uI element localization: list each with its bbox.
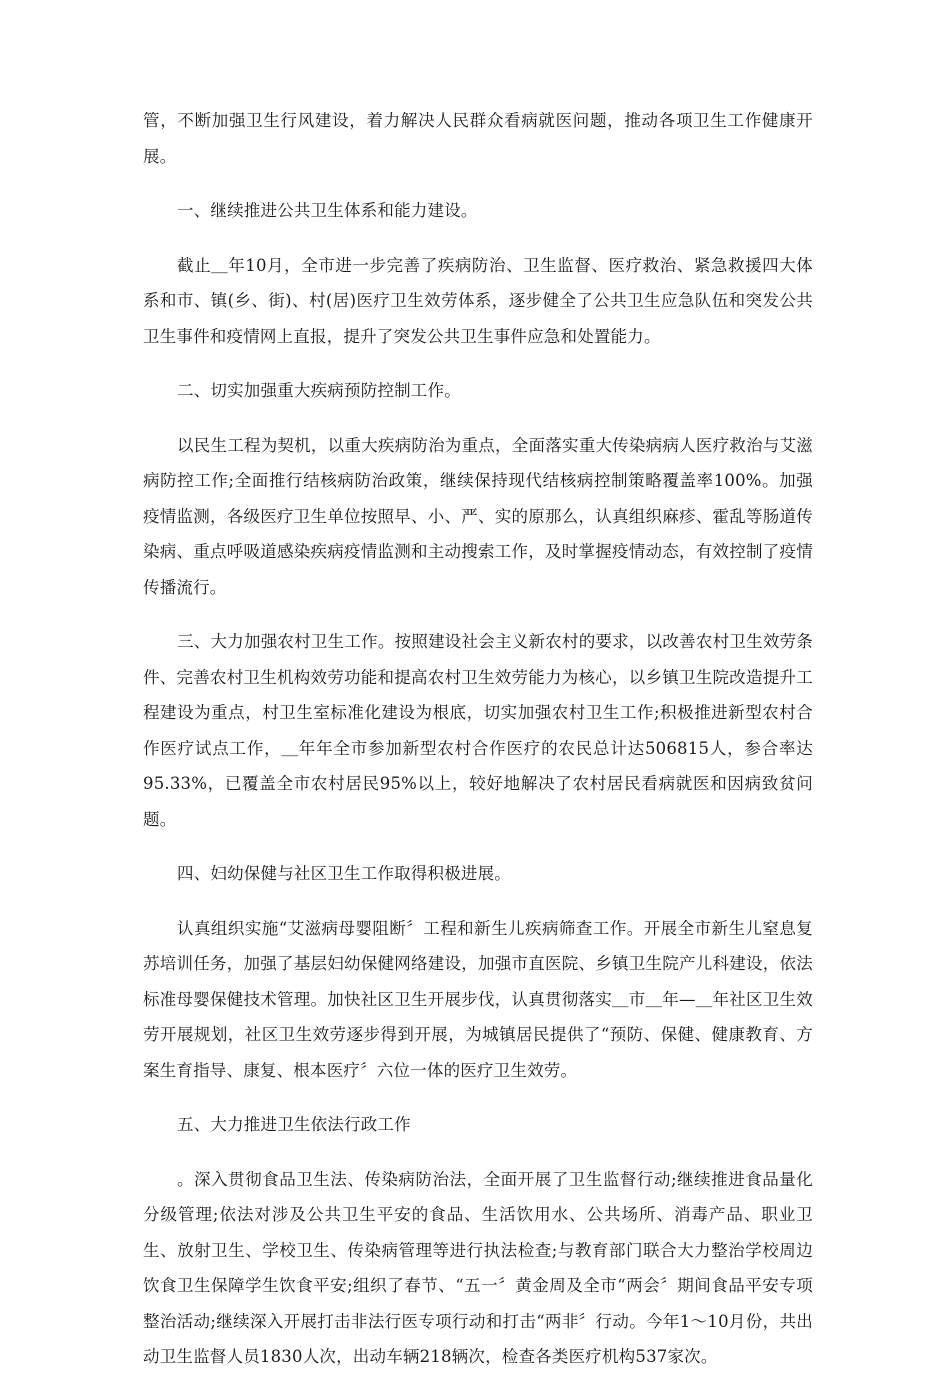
paragraph-law-enforcement: 。深入贯彻食品卫生法、传染病防治法，全面开展了卫生监督行动;继续推进食品量化分级管理;依法对涉及公共卫生平安的食品、生活饮用水、公共场所、消毒产品、职业卫生、放射卫生、学校卫生、传染病管理等进行执法检查;与教育部门联合大力整治学校周边饮食卫生保障学生饮食平安;组织了春节、“五一〞黄金周及全市“两会〞期间食品平安专项整治活动;继续深入开展打击非法行医专项行动和打击“两非〞行动。今年1～10月份，共出动卫生监督人员1830人次，出动车辆218辆次，检查各类医疗机构537家次。	[143, 1169, 813, 1366]
paragraph-continuation: 管，不断加强卫生行风建设，着力解决人民群众看病就医问题，推动各项卫生工作健康开展。	[143, 111, 813, 166]
section-heading-5: 五、大力推进卫生依法行政工作	[177, 1115, 411, 1134]
paragraph-public-health: 截止＿年10月，全市进一步完善了疾病防治、卫生监督、医疗救治、紧急救援四大体系和市、镇(乡、街)、村(居)医疗卫生效劳体系，逐步健全了公共卫生应急队伍和突发公共卫生事件和疫情网上直报，提升了突发公共卫生事件应急和处置能力。	[143, 255, 813, 346]
section-heading-1: 一、继续推进公共卫生体系和能力建设。	[177, 201, 478, 220]
section-heading-2: 二、切实加强重大疾病预防控制工作。	[177, 381, 461, 400]
section-heading-4: 四、妇幼保健与社区卫生工作取得积极进展。	[177, 864, 511, 883]
paragraph-disease-control: 以民生工程为契机，以重大疾病防治为重点，全面落实重大传染病病人医疗救治与艾滋病防控工作;全面推行结核病防治政策，继续保持现代结核病控制策略覆盖率100%。加强疫情监测，各级医疗卫生单位按照早、小、严、实的原那么，认真组织麻疹、霍乱等肠道传染病、重点呼吸道感染疾病疫情监测和主动搜索工作，及时掌握疫情动态，有效控制了疫情传播流行。	[143, 435, 813, 597]
paragraph-rural-health: 三、大力加强农村卫生工作。按照建设社会主义新农村的要求，以改善农村卫生效劳条件、完善农村卫生机构效劳功能和提高农村卫生效劳能力为核心，以乡镇卫生院改造提升工程建设为重点，村卫生室标准化建设为根底，切实加强农村卫生工作;积极推进新型农村合作医疗试点工作，＿年年全市参加新型农村合作医疗的农民总计达506815人，参合率达95.33%，已覆盖全市农村居民95%以上，较好地解决了农村居民看病就医和因病致贫问题。	[143, 632, 813, 829]
paragraph-maternal-community: 认真组织实施“艾滋病母婴阻断〞工程和新生儿疾病筛查工作。开展全市新生儿窒息复苏培训任务，加强了基层妇幼保健网络建设，加强市直医院、乡镇卫生院产儿科建设，依法标准母婴保健技术管理。加快社区卫生开展步伐，认真贯彻落实＿市＿年—＿年社区卫生效劳开展规划，社区卫生效劳逐步得到开展，为城镇居民提供了“预防、保健、健康教育、方案生育指导、康复、根本医疗〞六位一体的医疗卫生效劳。	[143, 918, 813, 1080]
document-body	[143, 103, 813, 1394]
